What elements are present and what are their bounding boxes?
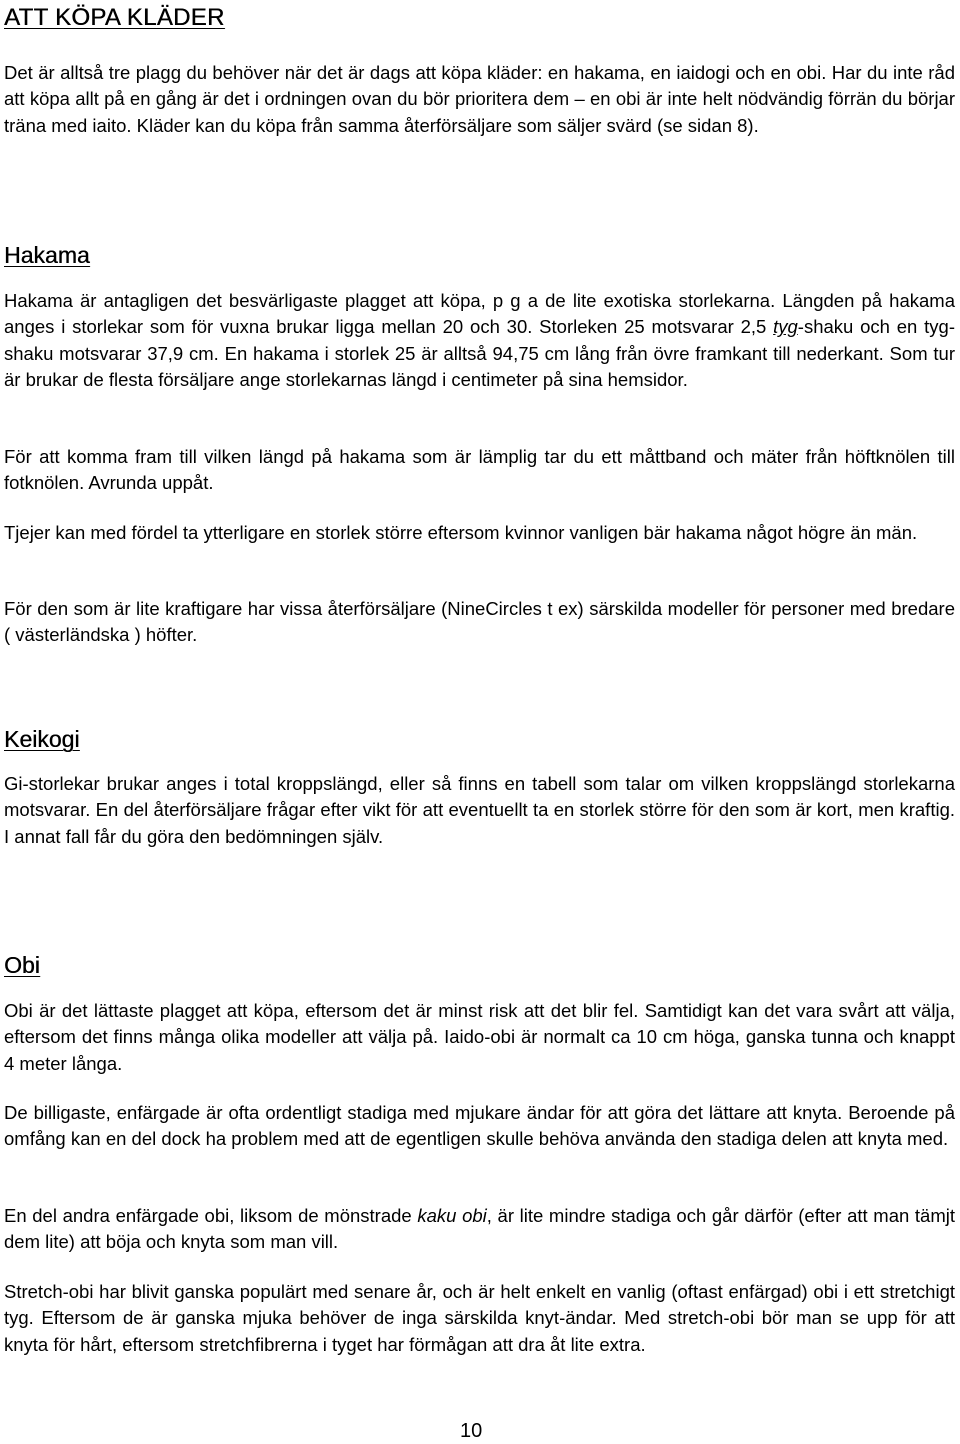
hakama-p1-text-b: -shaku och en tyg-shaku motsvarar 37,9 cm. En hakama i storlek 25 är alltså 94,75 cm lång från övre framkant till nederkant. Som tur är brukar de flesta försäljare ange storlekarnas längd i centimeter på sina hemsidor.: [4, 316, 955, 391]
intro-paragraph: Det är alltså tre plagg du behöver när det är dags att köpa kläder: en hakama, en iaidogi och en obi. Har du inte råd att köpa allt på en gång är det i ordningen ovan du bör prioritera dem – en obi är inte helt nödvändig förrän du börjar träna med iaito. Kläder kan du köpa från samma återförsäljare som säljer svärd (se sidan 8).: [4, 62, 955, 136]
obi-paragraph-1: Obi är det lättaste plagget att köpa, eftersom det är minst risk att det blir fel. Samtidigt kan det vara svårt att välja, eftersom det finns många olika modeller att välja på. Iaido-obi är normalt ca 10 cm höga, ganska tunna och knappt 4 meter långa.: [4, 1000, 955, 1074]
hakama-paragraph-4: För den som är lite kraftigare har vissa återförsäljare (NineCircles t ex) särskilda modeller för personer med bredare ( västerländska ) höfter.: [4, 598, 955, 646]
hakama-paragraph-2: För att komma fram till vilken längd på hakama som är lämplig tar du ett måttband och mäter från höftknölen till fotknölen. Avrunda uppåt.: [4, 446, 955, 494]
hakama-p1-tyg: tyg: [773, 316, 798, 338]
hakama-p1-text-a: Hakama är antagligen det besvärligaste plagget att köpa, p g a de lite exotiska storlekarna. Längden på hakama anges i storlekar som för vuxna brukar ligga mellan 20 och 30. Storleken 25 motsvarar 2,5: [4, 290, 955, 338]
hakama-paragraph-3: Tjejer kan med fördel ta ytterligare en storlek större eftersom kvinnor vanligen bär hakama något högre än män.: [4, 522, 918, 543]
hakama-paragraph-1: [4, 288, 955, 394]
obi-p3-italic: kaku obi: [417, 1205, 487, 1226]
section-heading-obi: Obi: [4, 952, 40, 978]
page-title: ATT KÖPA KLÄDER: [4, 4, 225, 31]
obi-p3-text-a: En del andra enfärgade obi, liksom de mönstrade: [4, 1205, 418, 1226]
keikogi-paragraph-1: Gi-storlekar brukar anges i total kroppslängd, eller så finns en tabell som talar om vilken kroppslängd storlekarna motsvarar. En del återförsäljare frågar efter vikt för att eventuellt ta en storlek större för den som är kort, men kraftig. I annat fall får du göra den bedömningen själv.: [4, 773, 955, 847]
section-heading-keikogi: Keikogi: [4, 726, 80, 752]
obi-p3-text-b: , är lite mindre stadiga och går därför (efter att man tämjt dem lite) att böja och knyta som man vill.: [4, 1205, 956, 1253]
page-number: 10: [460, 1420, 483, 1442]
obi-paragraph-4: Stretch-obi har blivit ganska populärt med senare år, och är helt enkelt en vanlig (oftast enfärgad) obi i ett stretchigt tyg. Eftersom de är ganska mjuka behöver de inga särskilda knyt-ändar. Med stretch-obi bör man se upp för att knyta för hårt, eftersom stretchfibrerna i tyget har förmågan att dra åt lite extra.: [4, 1281, 955, 1355]
obi-paragraph-2: De billigaste, enfärgade är ofta ordentligt stadiga med mjukare ändar för att göra det lättare att knyta. Beroende på omfång kan en del dock ha problem med att de egentligen skulle behöva använda den stadiga delen att knyta med.: [4, 1102, 955, 1150]
section-heading-hakama: Hakama: [4, 242, 90, 268]
obi-paragraph-3: [4, 1203, 955, 1256]
